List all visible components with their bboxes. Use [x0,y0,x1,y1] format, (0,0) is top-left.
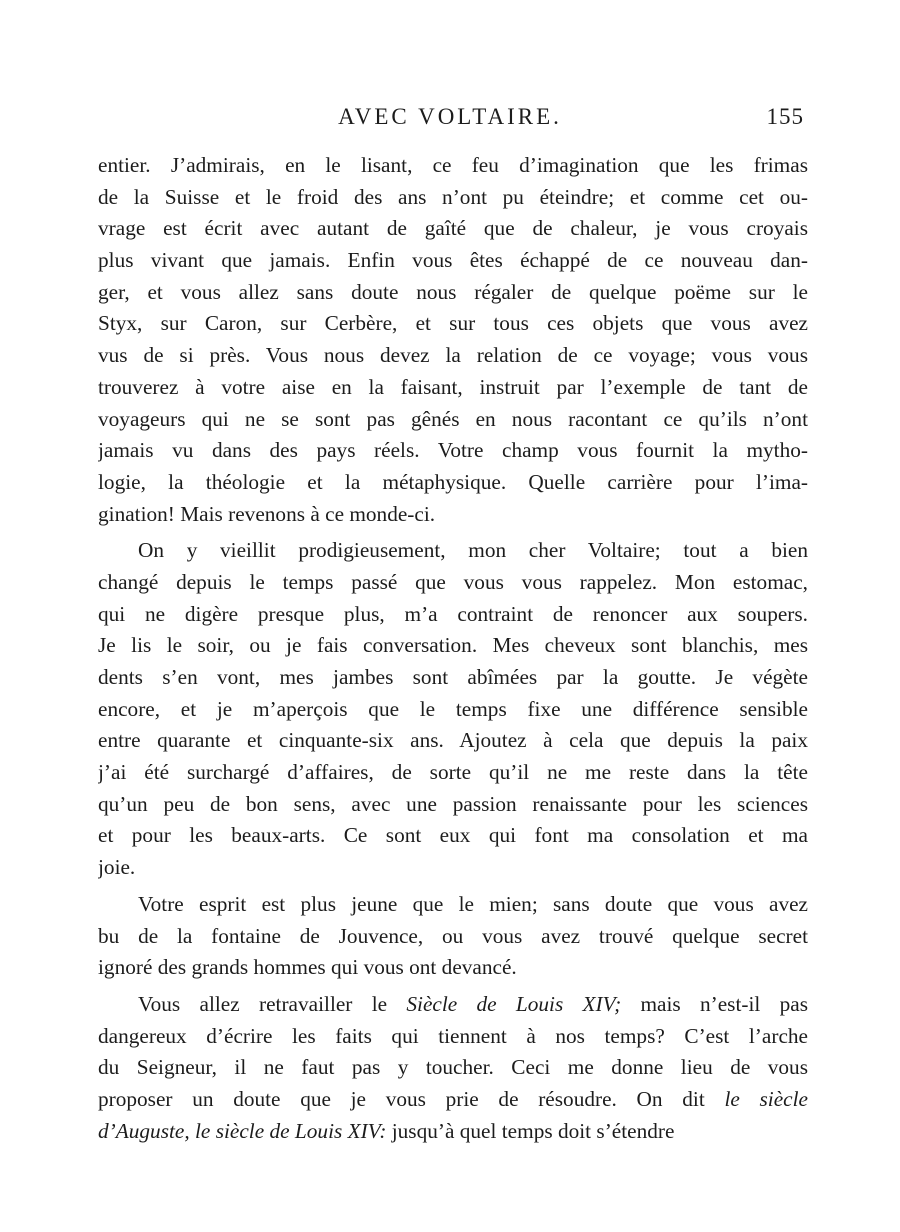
text-run: dents s’en vont, mes jambes sont abîmées par la goutte. Je végète [98,665,808,689]
text-run: jusqu’à quel temps doit s’étendre [386,1118,675,1143]
italic-text: Siècle de Louis XIV; [406,991,622,1016]
text-line [98,213,808,245]
text-run: ger, et vous allez sans doute nous régaler de quelque poëme sur le [98,279,808,304]
page-number: 155 [766,104,804,129]
text-run: Votre esprit est plus jeune que le mien; sans doute que vous avez [138,891,808,916]
text-line [98,889,808,921]
text-line [98,989,808,1021]
text-run: logie, la théologie et la métaphysique. Quelle carrière pour l’ima- [98,469,808,494]
text-line [98,789,808,821]
text-line [98,725,808,757]
text-line [98,535,808,567]
text-line [98,467,808,499]
text-line [98,757,808,789]
text-run: vrage est écrit avec autant de gaîté que de chaleur, je vous croyais [98,216,808,241]
text-run: proposer un doute que je vous prie de résoudre. On dit [98,1086,725,1111]
text-run: On y vieillit prodigieusement, mon cher Voltaire; tout a bien [138,538,808,563]
text-line [98,182,808,214]
text-line [98,372,808,404]
text-run: ignoré des grands hommes qui vous ont devancé. [98,955,517,980]
italic-text: d’Auguste, le siècle de Louis XIV: [98,1118,387,1143]
text-line [98,340,808,372]
text-line [98,694,808,726]
text-line [98,435,808,467]
text-line [98,277,808,309]
text-run: entier. J’admirais, en le lisant, ce feu d’imagination que les frimas [98,153,808,177]
text-run: jamais vu dans des pays réels. Votre champ vous fournit la mytho- [98,438,808,463]
text-line [98,1021,808,1053]
paragraph [98,535,808,884]
text-run: joie. [98,855,136,880]
text-line [98,662,808,694]
text-run: plus vivant que jamais. Enfin vous êtes échappé de ce nouveau dan- [98,248,808,273]
running-title: AVEC VOLTAIRE. [338,104,562,129]
text-run: Vous allez retravailler le [138,991,407,1016]
text-line [98,630,808,662]
running-header [0,104,900,134]
paragraph [98,150,808,530]
paragraph [98,989,808,1147]
text-run: trouverez à votre aise en la faisant, instruit par l’exemple de tant de [98,374,808,399]
paragraph [98,889,808,984]
text-run: changé depuis le temps passé que vous vous rappelez. Mon estomac, [98,569,808,594]
text-run: bu de la fontaine de Jouvence, ou vous avez trouvé quelque secret [98,923,808,948]
text-line [98,567,808,599]
text-run: qu’un peu de bon sens, avec une passion renaissante pour les sciences [98,791,808,816]
text-line [98,1084,808,1116]
text-run: dangereux d’écrire les faits qui tiennent à nos temps? C’est l’arche [98,1023,808,1048]
text-run: qui ne digère presque plus, m’a contraint de renoncer aux soupers. [98,601,808,626]
text-run: Styx, sur Caron, sur Cerbère, et sur tous ces objets que vous avez [98,311,808,336]
text-line [98,499,808,531]
text-run: encore, et je m’aperçois que le temps fixe une différence sensible [98,696,808,721]
text-run: entre quarante et cinquante-six ans. Ajoutez à cela que depuis la paix [98,728,808,753]
text-run: mais n’est-il pas [621,991,808,1016]
text-line [98,852,808,884]
text-line [98,820,808,852]
text-run: du Seigneur, il ne faut pas y toucher. Ceci me donne lieu de vous [98,1055,808,1080]
text-line [98,921,808,953]
text-line [98,599,808,631]
text-run: et pour les beaux-arts. Ce sont eux qui font ma consolation et ma [98,823,808,848]
text-run: vus de si près. Vous nous devez la relation de ce voyage; vous vous [98,343,808,368]
text-line [98,245,808,277]
text-run: voyageurs qui ne se sont pas gênés en nous racontant ce qu’ils n’ont [98,406,808,431]
text-line [98,404,808,436]
text-line [98,150,808,182]
letter-body [98,150,808,1147]
text-line [98,952,808,984]
text-line [98,1052,808,1084]
text-run: gination! Mais revenons à ce monde-ci. [98,501,436,526]
text-run: de la Suisse et le froid des ans n’ont pu éteindre; et comme cet ou- [98,184,808,209]
text-line [98,308,808,340]
text-line [98,1116,808,1148]
text-run: Je lis le soir, ou je fais conversation. Mes cheveux sont blanchis, mes [98,633,808,658]
text-run: j’ai été surchargé d’affaires, de sorte qu’il ne me reste dans la tête [98,760,808,785]
italic-text: le siècle [724,1086,808,1111]
